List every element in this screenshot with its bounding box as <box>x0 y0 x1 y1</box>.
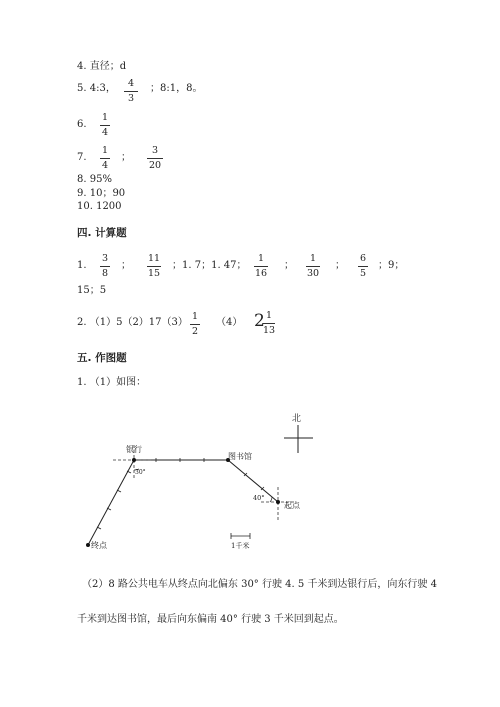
scale-label: 1千米 <box>231 542 250 550</box>
angle-30-label: 30° <box>135 469 146 476</box>
drawing-1-intro: 1. （1）如图： <box>77 377 147 388</box>
answer-7-fraction-1: 1 4 <box>101 145 109 171</box>
library-label: 图书馆 <box>228 452 252 461</box>
answer-6-label: 6. <box>77 119 87 130</box>
answer-8: 8. 95% <box>77 174 112 185</box>
calc-1-fraction-2: 11 15 <box>147 253 161 279</box>
calc-1-separator-1: ； <box>121 260 131 271</box>
answer-7-separator: ； <box>121 152 131 163</box>
route-end-to-bank <box>88 460 134 545</box>
calc-2-fraction: 1 2 <box>191 311 199 337</box>
calc-1-fraction-3: 1 16 <box>254 253 268 279</box>
calc-1-separator-4: ； <box>335 260 345 271</box>
calc-1-label: 1. <box>77 260 87 271</box>
drawing-2-line-2: 千米到达图书馆，最后向东偏南 40° 行驶 3 千米回到起点。 <box>77 614 344 625</box>
answer-7-fraction-2: 3 20 <box>148 145 162 171</box>
calc-2-text: 2. （1）5（2）17（3） <box>77 317 188 328</box>
calc-1-fraction-4: 1 30 <box>306 253 320 279</box>
end-point <box>86 543 90 547</box>
north-label: 北 <box>292 414 302 424</box>
calc-1-separator-3: ； <box>284 260 294 271</box>
end-label: 终点 <box>91 541 107 550</box>
bank-label: 银行 <box>126 445 142 454</box>
answer-4: 4. 直径；d <box>77 61 127 72</box>
angle-40-label: 40° <box>253 494 265 502</box>
calc-2-part-4: （4） <box>216 317 243 328</box>
calc-1-middle: ；1. 7；1. 47； <box>172 260 247 271</box>
answer-7-label: 7. <box>77 152 87 163</box>
section-4-heading: 四. 计算题 <box>77 227 127 239</box>
answer-5-prefix: 5. 4:3， <box>77 83 116 94</box>
answer-10: 10. 1200 <box>77 201 122 212</box>
calc-1-line-2: 15；5 <box>77 285 107 296</box>
angle-40-arc <box>270 497 272 502</box>
start-point <box>276 500 280 504</box>
answer-5-fraction: 4 3 <box>124 79 138 103</box>
start-label: 起点 <box>284 501 300 510</box>
calc-2-mixed-whole: 2 <box>254 311 265 331</box>
calc-1-fraction-5: 6 5 <box>359 253 367 279</box>
bank-point <box>132 458 136 462</box>
calc-2-mixed-fraction: 1 13 <box>263 310 276 336</box>
answer-5-suffix: ；8:1，8。 <box>150 83 203 94</box>
answer-6-fraction: 1 4 <box>101 112 109 138</box>
calc-1-tail: ；9； <box>378 260 405 271</box>
drawing-2-line-1: （2）8 路公共电车从终点向北偏东 30° 行驶 4. 5 千米到达银行后，向东行驶 4 <box>82 579 437 590</box>
calc-1-fraction-1: 3 8 <box>101 253 109 279</box>
answer-9: 9. 10；90 <box>77 188 126 199</box>
section-5-heading: 五. 作图题 <box>77 352 127 364</box>
